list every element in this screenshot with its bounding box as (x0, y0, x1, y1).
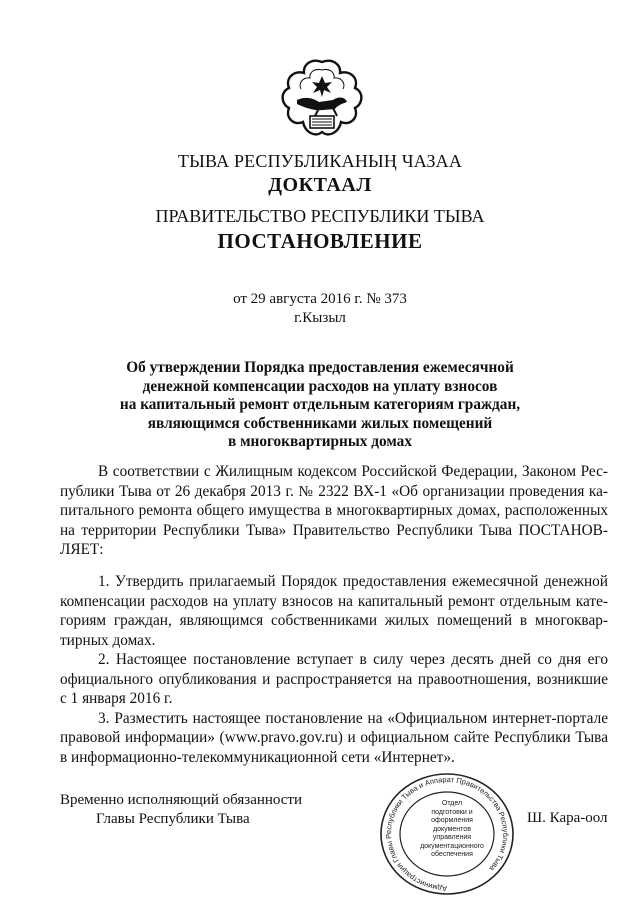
title-line: в многоквартирных домах (228, 433, 412, 450)
title-line: на капитальный ремонт отдельным категориям граждан, (119, 396, 521, 413)
title-line: являющимся собственниками жилых помещений (147, 414, 493, 432)
position-line: Главы Республики Тыва (96, 811, 250, 827)
title-line: Об утверждении Порядка предоставления ежемесячной (126, 359, 514, 376)
item-1: 1. Утвердить прилагаемый Порядок предоставления ежемесячной денежной компенсации расходов на уплату взносов на капитальный ремонт отдельным категориям граждан, являющимся собственниками жилых помещений в многоквартирных домах. (60, 573, 608, 649)
stamp-line: Отдел (441, 800, 463, 807)
city-line: г.Кызыл (294, 310, 346, 326)
title-line: денежной компенсации расходов на уплату взносов (142, 377, 498, 395)
doktaal-heading: ДОКТААЛ (268, 174, 372, 196)
preamble-block (60, 462, 608, 560)
date-and-number: от 29 августа 2016 г. № 373 (233, 291, 407, 307)
preamble-paragraph: В соответствии с Жилищным кодексом Российской Федерации, Законом Республики Тыва от 26 декабря 2013 г. № 2322 ВХ-1 «Об организации проведения капитального ремонта общего имущества в многоквартирных домах, расположенных на территории Республики Тыва» Правительство Республики Тыва ПОСТАНОВЛЯЕТ: (60, 463, 608, 558)
stamp-line: обеспечения (431, 851, 473, 858)
government-heading: ПРАВИТЕЛЬСТВО РЕСПУБЛИКИ ТЫВА (155, 206, 485, 226)
stamp-line: подготовки и (431, 808, 473, 816)
stamp-inner-text (412, 800, 492, 860)
stamp-ring-text: Администрация Главы Республики Тыва и Аппарат Правительства Республики Тыва (384, 774, 511, 894)
signatory-name: Ш. Кара-оол (527, 810, 608, 826)
document-title (80, 359, 560, 452)
resolution-items (60, 572, 608, 767)
stamp-line: оформления документов (431, 817, 473, 833)
republic-tyva-heading: ТЫВА РЕСПУБЛИКАНЫҢ ЧАЗАА (177, 151, 463, 171)
resolution-heading: ПОСТАНОВЛЕНИЕ (217, 229, 423, 253)
stamp-line: управления (432, 834, 472, 841)
position-line: Временно исполняющий обязанности (60, 792, 303, 808)
stamp-line: документационного (420, 842, 484, 850)
coat-of-arms-icon (279, 56, 365, 146)
signatory-position (60, 791, 302, 829)
item-2: 2. Настоящее постановление вступает в силу через десять дней со дня его официального опубликования и распространяется на правоотношения, возникшие с 1 января 2016 г. (60, 651, 608, 707)
item-3: 3. Разместить настоящее постановление на «Официальном интернет-портале правовой информации» (www.pravo.gov.ru) и официальном сайте Республики Тыва в информационно-телекоммуникационной сети «Интернет». (60, 709, 608, 766)
